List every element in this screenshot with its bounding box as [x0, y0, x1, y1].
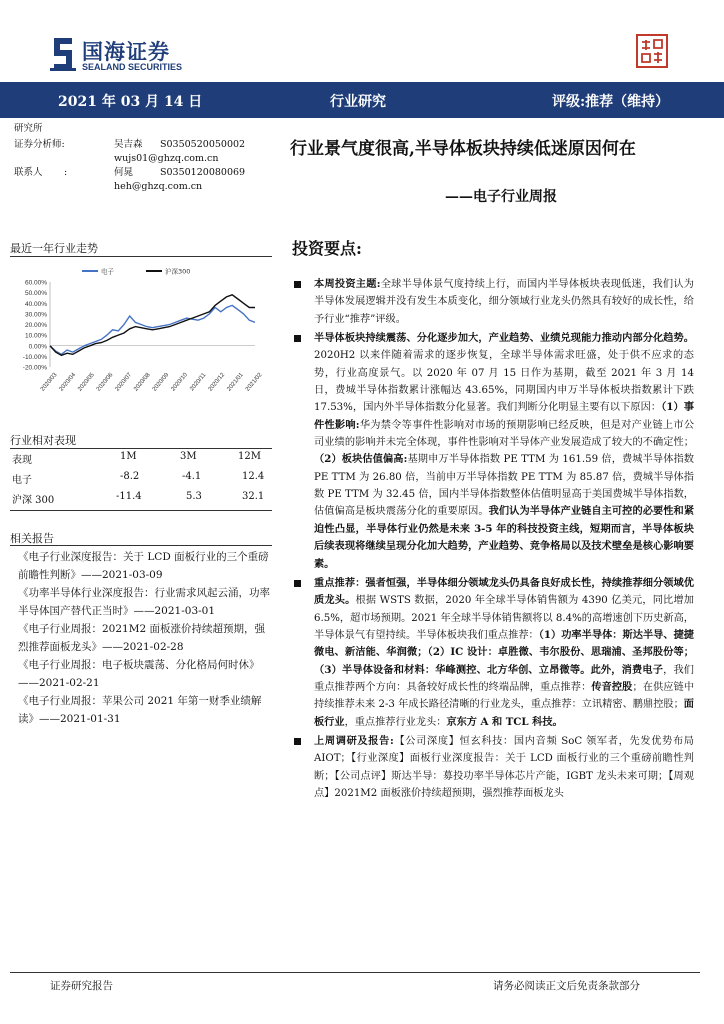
bullet-emphasis: （1）功率半导体：斯达半导、捷捷微电、新洁能、华润微；（2）IC 设计：卓胜微、韦尔股份、思瑞浦、圣邦股份等；（3）半导体设备和材料：华峰测控、北方华创、立昂微等。此外，消费电子	[314, 628, 694, 676]
y-tick-label: 30.00%	[24, 311, 47, 319]
x-tick-label: 2020/10	[170, 372, 189, 393]
trend-heading: 最近一年行业走势	[10, 242, 98, 255]
table-row	[10, 468, 272, 488]
bullet-text: 基期申万半导体指数 PE TTM 为 161.59 倍，费城半导体指数 PE TTM 为 26.80 倍，当前申万半导体指数 PE TTM 为 85.87 倍，费城半导体指数 PE TTM 为 32.45 倍，国内半导体指数整体估值明显高于美国费城半导体指数，估值偏高是板块震荡分化的重要原因。	[314, 454, 694, 518]
contact-colon: :	[64, 167, 68, 178]
y-tick-label: -20.00%	[22, 364, 47, 372]
report-title: 行业景气度很高,半导体板块持续低迷原因何在	[290, 139, 636, 159]
bullet-text: 根据 WSTS 数据，2020 年全球半导体销售额为 4390 亿美元，同比增加 6.5%，超市场预期。2021 年全球半导体销售额将以 8.4%的高增速创下历史新高，半导体景气有望持续。半导体板块我们重点推荐：	[314, 595, 694, 641]
bullet-divergence	[290, 330, 694, 573]
bullet-emphasis: 京东方 A 和 TCL 科技。	[446, 715, 563, 728]
table-cell: 5.3	[186, 491, 202, 502]
y-tick-label: 0.00%	[28, 343, 47, 351]
related-report-link[interactable]: 《电子行业深度报告：关于 LCD 面板行业的三个重磅前瞻性判断》——2021-03-09	[18, 551, 269, 581]
y-tick-label: 20.00%	[24, 322, 47, 329]
related-rule	[10, 545, 272, 546]
table-header-row	[10, 448, 272, 468]
x-tick-label: 2020/04	[58, 372, 78, 393]
footer-left: 证券研究报告	[50, 980, 113, 992]
chart-lines	[50, 295, 255, 356]
table-header-cell: 1M	[120, 451, 137, 462]
footer-disclaimer: 请务必阅读正文后免责条款部分	[493, 980, 640, 992]
x-tick-label: 2021/02	[244, 372, 264, 393]
brand-logo	[50, 36, 210, 76]
x-tick-label: 2020/03	[39, 372, 59, 393]
bullet-lead: 上周调研及报告:	[314, 734, 394, 747]
x-tick-label: 2020/08	[133, 372, 152, 393]
chart-legend	[82, 267, 190, 276]
x-tick-label: 2020/11	[189, 372, 208, 393]
y-tick-label: -10.00%	[22, 353, 47, 361]
seal-stamp-icon	[636, 34, 668, 68]
table-cell: -11.4	[116, 491, 142, 502]
related-reports-list	[18, 548, 272, 728]
x-tick-label: 2021/01	[226, 372, 245, 393]
bullet-text: 2020H2 以来伴随着需求的逐步恢复，全球半导体需求旺盛，处于供不应求的态势，行业高度景气。以 2020 年 07 月 15 日作为基期，截至 2021 年 3 月 14 日，费城半导体指数累计涨幅达 43.65%，同期国内申万半导体板块指数累计下跌 17.53%，国内外半导体指数分化显著。我们判断分化明显主要有以下原因：	[314, 350, 694, 414]
bullet-text: ；在供应链中持续推荐未来 2-3 年成长路径清晰的行业龙头，重点推荐：立讯精密、鹏鼎控股；	[314, 681, 695, 711]
report-subtitle: ——电子行业周报	[445, 189, 557, 205]
bullet-lead: 半导体板块持续震荡、分化逐步加大，产业趋势、业绩兑现能力推动内部分化趋势。	[314, 332, 694, 345]
bullet-emphasis: 传音控股	[591, 680, 633, 693]
bullet-research	[290, 733, 694, 802]
bullet-text: ，重点推荐行业龙头：	[344, 716, 447, 728]
related-report-link[interactable]: 《功率半导体行业深度报告：行业需求风起云涌，功率半导体国产替代正当时》——2021-03-01	[18, 587, 270, 617]
bullet-recommendations	[290, 575, 694, 731]
report-date: 2021 年 03 月 14 日	[58, 94, 203, 110]
x-tick-label: 2020/07	[114, 372, 134, 393]
analyst-role: 证券分析师:	[14, 139, 65, 150]
table-cell: -4.1	[182, 471, 202, 482]
chart-y-axis	[23, 280, 50, 372]
related-heading: 相关报告	[10, 532, 54, 545]
legend-label: 沪深300	[165, 267, 191, 276]
analyst-cert: S0350520050002	[160, 139, 246, 150]
bullet-text: 【公司深度】恒玄科技：国内音频 SoC 领军者，先发优势布局 AIOT；【行业深度】面板行业深度报告：关于 LCD 面板行业的三个重磅前瞻性判断；【公司点评】斯达半导：募投功率半导体芯片产能，IGBT 龙头未来可期；【周观点】2021M2 面板涨价持续超预期，强烈推荐面板龙头	[314, 735, 694, 799]
bullet-emphasis: 我们认为半导体产业链自主可控的必要性和紧迫性凸显，半导体行业仍然是未来 3-5 年的科技投资主线，短期而言，半导体板块后续表现将继续呈现分化加大趋势，产业趋势、竞争格局以及技术壁垒是核心影响要素。	[314, 505, 695, 570]
table-cell: 沪深 300	[12, 495, 55, 506]
bullet-text: 华为禁令等事件性影响对市场的预期影响已经反映，但是对产业链上市公司业绩的影响并未完全体现，事件性影响对半导体产业发展造成了较大的不确定性；	[314, 419, 695, 449]
trend-rule	[10, 256, 272, 257]
brand-name-en: SEALAND SECURITIES	[82, 62, 183, 72]
x-tick-label: 2020/06	[95, 372, 115, 393]
bullet-emphasis: 面板行业	[314, 698, 694, 728]
x-tick-label: 2020/09	[151, 372, 171, 393]
header-band	[0, 82, 724, 118]
bullet-theme	[290, 276, 694, 328]
legend-label: 电子	[101, 267, 114, 276]
trend-chart	[10, 262, 272, 402]
analyst-name: 吴吉森	[114, 139, 143, 150]
y-tick-label: 60.00%	[24, 279, 47, 287]
contact-name: 何晁	[114, 167, 134, 178]
performance-table	[10, 448, 272, 508]
footer-rule	[10, 972, 700, 973]
bullet-text: ，我们重点推荐两个方向：具备较好成长性的终端品牌，重点推荐：	[314, 664, 694, 693]
bullet-lead: 本周投资主题:	[314, 278, 381, 290]
report-rating: 评级:推荐（维持）	[552, 94, 670, 110]
table-cell: 32.1	[242, 491, 265, 502]
report-category: 行业研究	[330, 94, 386, 110]
related-report-link[interactable]: 《电子行业周报：电子板块震荡、分化格局何时休》——2021-02-21	[18, 659, 260, 689]
bullet-emphasis: （1）事件性影响:	[314, 401, 695, 431]
bullet-lead: 重点推荐：强者恒强，半导体细分领域龙头仍具备良好成长性，持续推荐细分领域优质龙头。	[314, 576, 694, 607]
table-cell: -8.2	[120, 471, 140, 482]
x-tick-label: 2020/12	[207, 372, 227, 393]
table-header-cell: 表现	[12, 455, 32, 466]
sealand-logo-icon	[50, 36, 76, 72]
contact-role: 联系人	[14, 167, 43, 178]
table-cell: 电子	[12, 475, 32, 486]
table-row	[10, 488, 272, 508]
table-header-cell: 3M	[180, 451, 197, 462]
x-tick-label: 2020/05	[77, 372, 96, 393]
bullet-emphasis: （2）板块估值偏高:	[314, 453, 408, 466]
analyst-email[interactable]: wujs01@ghzq.com.cn	[114, 153, 219, 164]
chart-x-axis	[40, 346, 264, 393]
performance-heading: 行业相对表现	[10, 434, 76, 447]
contact-email[interactable]: heh@ghzq.com.cn	[114, 181, 203, 192]
institute-label: 研究所	[14, 123, 43, 134]
performance-rule-bottom	[10, 510, 272, 511]
y-tick-label: 10.00%	[24, 332, 47, 340]
table-header-cell: 12M	[238, 451, 261, 462]
brand-name-cn: 国海证券	[82, 40, 170, 64]
y-tick-label: 50.00%	[24, 290, 47, 298]
invest-bullets	[290, 276, 694, 804]
related-report-link[interactable]: 《电子行业周报：2021M2 面板涨价持续超预期，强烈推荐面板龙头》——2021-02-28	[18, 623, 265, 653]
contact-cert: S0350120080069	[160, 167, 246, 178]
y-tick-label: 40.00%	[24, 300, 47, 308]
bullet-text: 全球半导体景气度持续上行，而国内半导体板块表现低迷，我们认为半导体发展逻辑并没有发生本质变化，细分领域行业龙头仍然具有较好的成长性，给予行业“推荐”评级。	[314, 279, 694, 325]
related-report-link[interactable]: 《电子行业周报：苹果公司 2021 年第一财季业绩解读》——2021-01-31	[18, 695, 262, 725]
series-line	[50, 295, 255, 356]
invest-heading: 投资要点:	[292, 239, 362, 258]
table-cell: 12.4	[242, 471, 265, 482]
